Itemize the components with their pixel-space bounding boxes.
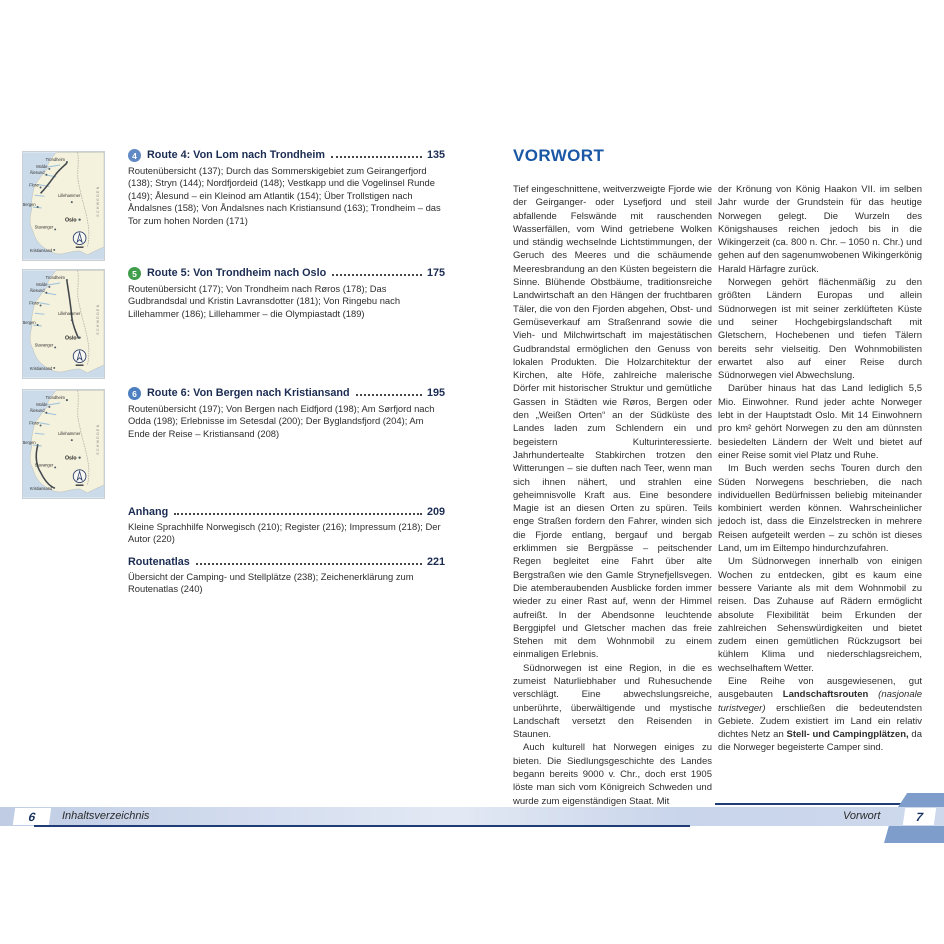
dot-leader xyxy=(196,563,422,565)
route-number-badge: 4 xyxy=(128,149,141,162)
page-title: VORWORT xyxy=(513,146,605,165)
route-title: Route 6: Von Bergen nach Kristiansand xyxy=(147,387,350,399)
chapter-tab-bottom xyxy=(884,826,944,843)
section-title: Anhang xyxy=(128,506,169,518)
city-label-molde: Molde xyxy=(36,281,48,287)
page-number-left: 6 xyxy=(13,808,51,825)
city-label-molde: Molde xyxy=(36,401,48,407)
paragraph: der Krönung von König Haakon VII. im selben Jahr wurde der Grundstein für das heutige Norwegen gelegt. Die Wurzeln des Königshauses reichen jedoch bis in die Wikingerzeit (ca. 800 n. Chr. – 1050 n. Chr.) und gehen auf den sagenumwobenen Wikingerkönig Harald Härfagre zurück. xyxy=(718,184,922,275)
toc-route-entry-5 xyxy=(22,267,445,371)
route-page-number: 175 xyxy=(426,267,445,279)
city-label-floro: Florø xyxy=(29,300,39,306)
route-title: Route 5: Von Trondheim nach Oslo xyxy=(147,267,327,279)
city-label-trondheim: Trondheim xyxy=(45,395,65,401)
route-title: Route 4: Von Lom nach Trondheim xyxy=(147,149,325,161)
city-label-stavanger: Stavanger xyxy=(34,342,54,348)
city-label-oslo: Oslo xyxy=(64,455,77,462)
route-description: Routenübersicht (137); Durch das Sommerskigebiet zum Geirangerfjord (138); Stryn (144); Nordfjordeid (148); Vestkapp und die Vogelinsel Runde (149); Ålesund – ein Kleinod am Atlantik (154); Über Trollstigen nach Åndalsnes (158); Von Åndalsnes nach Kristiansund (163); Trondheim – das Tor zum hohen Norden (171) xyxy=(128,165,441,226)
section-description: Kleine Sprachhilfe Norwegisch (210); Register (216); Impressum (218); Der Autor (220) xyxy=(128,521,441,545)
dot-leader xyxy=(174,513,422,515)
city-label-kristiansand: Kristiansand xyxy=(29,247,53,253)
toc-route-entry-4 xyxy=(22,149,445,253)
city-label-bergen: Bergen xyxy=(22,320,36,325)
city-label-trondheim: Trondheim xyxy=(45,157,65,163)
norway-route-map xyxy=(22,389,105,499)
route-4-map-thumbnail xyxy=(22,151,105,261)
city-label-bergen: Bergen xyxy=(22,440,36,445)
dot-leader xyxy=(331,156,422,158)
route-page-number: 195 xyxy=(426,387,445,399)
city-label-kristiansand: Kristiansand xyxy=(29,485,53,491)
city-label-bergen: Bergen xyxy=(22,202,36,207)
route-6-map-thumbnail xyxy=(22,389,105,499)
vorwort-column-1 xyxy=(513,183,712,808)
dot-leader xyxy=(332,274,422,276)
toc-section-routenatlas xyxy=(128,556,445,596)
paragraph-with-emphasis: Eine Reihe von ausgewiesenen, gut ausgebauten Landschaftsrouten (nasjonale turistveger) erschließen die bedeutendsten Gebiete. Zudem existiert im Land ein relativ dichtes Netz an Stell- und Campingplätzen, da die Norweger begeisterte Camper sind. xyxy=(718,675,923,754)
city-label-stavanger: Stavanger xyxy=(34,224,54,230)
section-description: Übersicht der Camping- und Stellplätze (238); Zeichenerklärung zum Routenatlas (240) xyxy=(128,571,414,595)
city-label-lillehammer: Lillehammer xyxy=(58,311,81,317)
paragraph: Um Südnorwegen innerhalb von einigen Wochen zu entdecken, gibt es kaum eine bessere Variante als mit dem Wohnmobil zu reisen. Das Zuhause auf Rädern ermöglicht absolute Flexibilität beim Erkunden der zahlreichen Sehenswürdigkeiten und bietet zudem einen gemütlichen Rückzugsort bei kühlem Klima und niederschlagsreichem, wechselhaftem Wetter. xyxy=(718,556,922,674)
city-label-floro: Florø xyxy=(29,420,39,426)
region-label-schweden: SCHWEDEN xyxy=(96,303,101,335)
region-label-schweden: SCHWEDEN xyxy=(96,423,101,455)
city-label-oslo: Oslo xyxy=(64,335,77,342)
route-5-map-thumbnail xyxy=(22,269,105,379)
vorwort-page xyxy=(513,146,923,807)
city-label-lillehammer: Lillehammer xyxy=(58,431,81,437)
city-label-alesund: Ålesund xyxy=(29,287,45,293)
section-title: Routenatlas xyxy=(128,556,190,568)
paragraph: Auch kulturell hat Norwegen einiges zu bieten. Die Siedlungsgeschichte des Landes begann bereits 9000 v. Chr., doch erst 1905 löste man sich vom Königreich Schweden und wurde zum eigenständigen Staat. Mit xyxy=(513,742,712,807)
paragraph: Tief eingeschnittene, weitverzweigte Fjorde wie der Geirganger- oder Lysefjord und steil abfallende Felswände mit rauschenden Wasserfällen, vom Wind getriebene Wolken und ständig wechselnde Lichtstimmungen, der Geruch des Meeres und die schäumende Meeresbrandung an den Küsten begeistern die Sinne. Blühende Obstbäume, traditionsreiche Landwirtschaft an den Hängen der fruchtbaren Täler, die von den Fjorden abgehen, Obst- und Gemüseverkauf am Straßenrand sowie die Vieh- und Milchwirtschaft im majestätischen Gudbrandstal ermöglichen den Genuss von lokalen Produkten. Die Holzarchitektur der Kirchen, alte Höfe, zahlreiche malerische Dörfer mit historischer Struktur und gemütliche Gassen in Städten wie Røros, Bergen oder den „Weißen Orten“ an der Südküste des Landes laden zum Schlendern ein und begeistern Kulturinteressierte. Jahrhundertealte Stabkirchen trotzen den Witterungen – sie duften nach Teer, wenn man sich ihnen nähert, und strahlen eine geheimnisvolle Kraft aus. Eine besondere Magie ist an diesen Orten zu spüren. Teils enge Straßen fordern den Fahrer, winden sich die Fjorde entlang, bergauf und bergab erklimmen sie Bergpässe – peitschender Regen begleitet eine Fahrt über alte Bergstraßen wie den Gamle Strynefjellsvegen. Die atemberaubenden Ausblicke forden immer wieder zu einer Rast auf, wenn der Himmel aufreißt. In der Abendsonne leuchtende Berggipfel und Gletscher machen das freie Stehen mit dem Wohnmobil zu einem einmaligen Erlebnis. xyxy=(513,184,712,661)
section-page-number: 221 xyxy=(426,556,445,568)
paragraph: Im Buch werden sechs Touren durch den Süden Norwegens beschrieben, die nach individuellen Bedürfnissen beliebig miteinander kombiniert werden können. Wahrscheinlicher jedoch ist, dass die Einzelstrecken in mehrere Reisen aufgeteilt werden – zu schön ist dieses Land, um im Eiltempo hindurchzufahren. xyxy=(718,463,922,555)
vorwort-column-2 xyxy=(718,183,922,755)
toc-section-anhang xyxy=(128,506,445,546)
section-page-number: 209 xyxy=(426,506,445,518)
route-description: Routenübersicht (177); Von Trondheim nach Røros (178); Das Gudbrandsdal und Kristin Lavransdotter (181); Von Ringebu nach Lillehammer (186); Lillehammer – die Olympiastadt (189) xyxy=(128,283,401,319)
city-label-stavanger: Stavanger xyxy=(34,462,54,468)
city-label-floro: Florø xyxy=(29,182,39,188)
city-label-kristiansand: Kristiansand xyxy=(29,365,53,371)
paragraph: Darüber hinaus hat das Land lediglich 5,5 Mio. Einwohner. Rund jeder achte Norweger lebt in der Hauptstadt Oslo. Mit 14 Einwohnern pro km² gehört Norwegen zu den am dünnsten besiedelten Ländern der Welt und bietet auf einer Reise somit viel Platz und Ruhe. xyxy=(718,383,922,461)
page-number-right: 7 xyxy=(903,808,936,825)
paragraph: Norwegen gehört flächenmäßig zu den größten Ländern Europas und allein Südnorwegen ist mit seiner zerklüfteten Küste und seiner Hochgebirgslandschaft mit Gletschern, Hochebenen und tiefen Tälern bereits sehr vielseitig. Den Wohnmobilisten erwartet also auf einer Reise durch Südnorwegen viel Abwechslung. xyxy=(718,277,922,382)
route-description: Routenübersicht (197); Von Bergen nach Eidfjord (198); Am Sørfjord nach Odda (198); Erlebnisse im Setesdal (200); Der Byglandsfjord (204); Am Ende der Reise – Kristiansand (208) xyxy=(128,403,435,439)
footer-rule-left xyxy=(34,825,690,827)
city-label-oslo: Oslo xyxy=(64,217,77,224)
city-label-molde: Molde xyxy=(36,163,48,169)
footer-label-right: Vorwort xyxy=(843,810,881,822)
dot-leader xyxy=(356,394,422,396)
region-label-schweden: SCHWEDEN xyxy=(96,185,101,217)
norway-route-map xyxy=(22,151,105,261)
route-number-badge: 5 xyxy=(128,267,141,280)
norway-route-map xyxy=(22,269,105,379)
route-page-number: 135 xyxy=(426,149,445,161)
city-label-alesund: Ålesund xyxy=(29,407,45,413)
footer-label-left: Inhaltsverzeichnis xyxy=(62,810,150,822)
toc-route-entry-6 xyxy=(22,387,445,491)
paragraph: Südnorwegen ist eine Region, in die es zumeist Naturliebhaber und Ruhesuchende verschlägt. Eine abwechslungsreiche, unberührte, überwältigende und mystische Landschaft versetzt den Reisenden in Staunen. xyxy=(513,662,712,741)
city-label-lillehammer: Lillehammer xyxy=(58,193,81,199)
route-number-badge: 6 xyxy=(128,387,141,400)
city-label-alesund: Ålesund xyxy=(29,169,45,175)
city-label-trondheim: Trondheim xyxy=(45,275,65,281)
chapter-tab-top xyxy=(898,793,944,807)
